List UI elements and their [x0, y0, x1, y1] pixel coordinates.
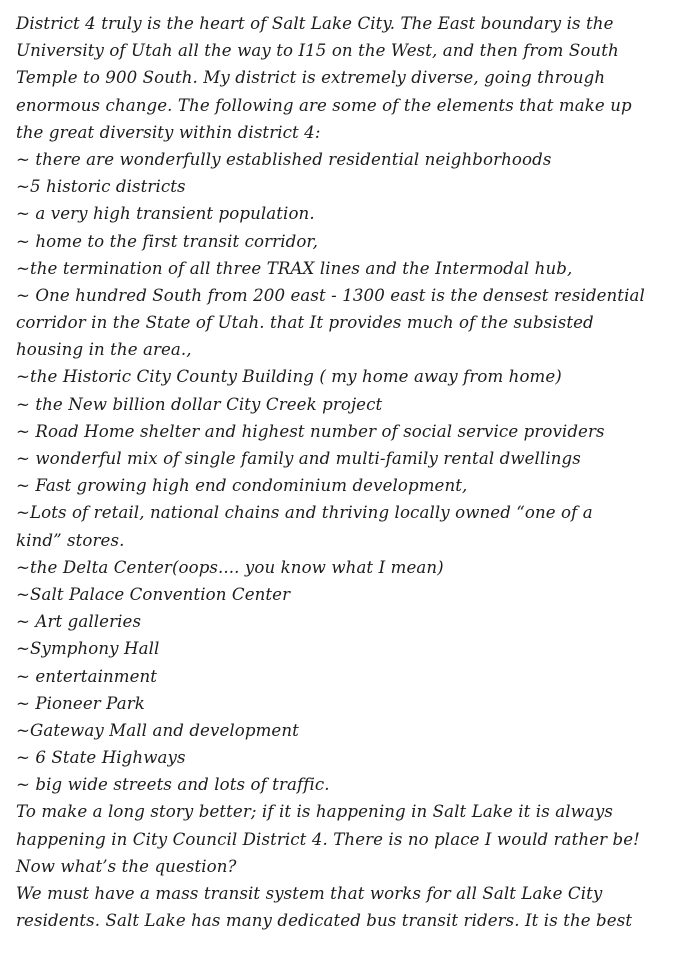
list-item: ~Symphony Hall [16, 639, 160, 659]
letter-line: We must have a mass transit system that works for all Salt Lake City [16, 884, 603, 903]
list-item-continuation: corridor in the State of Utah. that It provides much of the subsisted [16, 313, 594, 333]
list-item-continuation: kind” stores. [16, 530, 125, 550]
list-item: ~ there are wonderfully established residential neighborhoods [16, 149, 552, 169]
list-item: ~ Fast growing high end condominium development, [16, 476, 468, 496]
list-item: ~ the New billion dollar City Creek project [16, 394, 383, 414]
letter-line: University of Utah all the way to I15 on the West, and then from South [16, 41, 619, 61]
letter-line: District 4 truly is the heart of Salt Lake City. The East boundary is the [16, 14, 614, 33]
letter-body [16, 10, 696, 934]
list-item: ~the Delta Center(oops.... you know what I mean) [16, 557, 444, 577]
letter-line: Temple to 900 South. My district is extremely diverse, going through [16, 68, 606, 88]
list-item: ~ home to the first transit corridor, [16, 231, 319, 251]
letter-line: residents. Salt Lake has many dedicated bus transit riders. It is the best [16, 911, 633, 931]
letter-line: enormous change. The following are some of the elements that make up [16, 95, 632, 115]
list-item: ~Lots of retail, national chains and thriving locally owned “one of a [16, 503, 593, 523]
list-item: ~Gateway Mall and development [16, 720, 299, 740]
list-item: ~the termination of all three TRAX lines and the Intermodal hub, [16, 258, 573, 278]
letter-line: the great diversity within district 4: [16, 122, 321, 142]
letter-line: happening in City Council District 4. There is no place I would rather be! [16, 829, 640, 849]
list-item-continuation: housing in the area., [16, 340, 192, 360]
list-item: ~ Road Home shelter and highest number of social service providers [16, 421, 605, 441]
list-item: ~ wonderful mix of single family and multi-family rental dwellings [16, 449, 581, 468]
letter-line: Now what’s the question? [16, 856, 237, 876]
list-item: ~ Pioneer Park [16, 693, 145, 713]
list-item: ~Salt Palace Convention Center [16, 584, 291, 604]
list-item: ~ big wide streets and lots of traffic. [16, 775, 330, 795]
list-item: ~ 6 State Highways [16, 748, 186, 768]
list-item: ~the Historic City County Building ( my home away from home) [16, 367, 562, 387]
list-item: ~ Art galleries [16, 612, 142, 632]
list-item: ~5 historic districts [16, 177, 186, 197]
list-item: ~ One hundred South from 200 east - 1300 east is the densest residential [16, 285, 645, 305]
letter-line: To make a long story better; if it is happening in Salt Lake it is always [16, 802, 613, 822]
list-item: ~ entertainment [16, 666, 158, 686]
list-item: ~ a very high transient population. [16, 204, 315, 224]
